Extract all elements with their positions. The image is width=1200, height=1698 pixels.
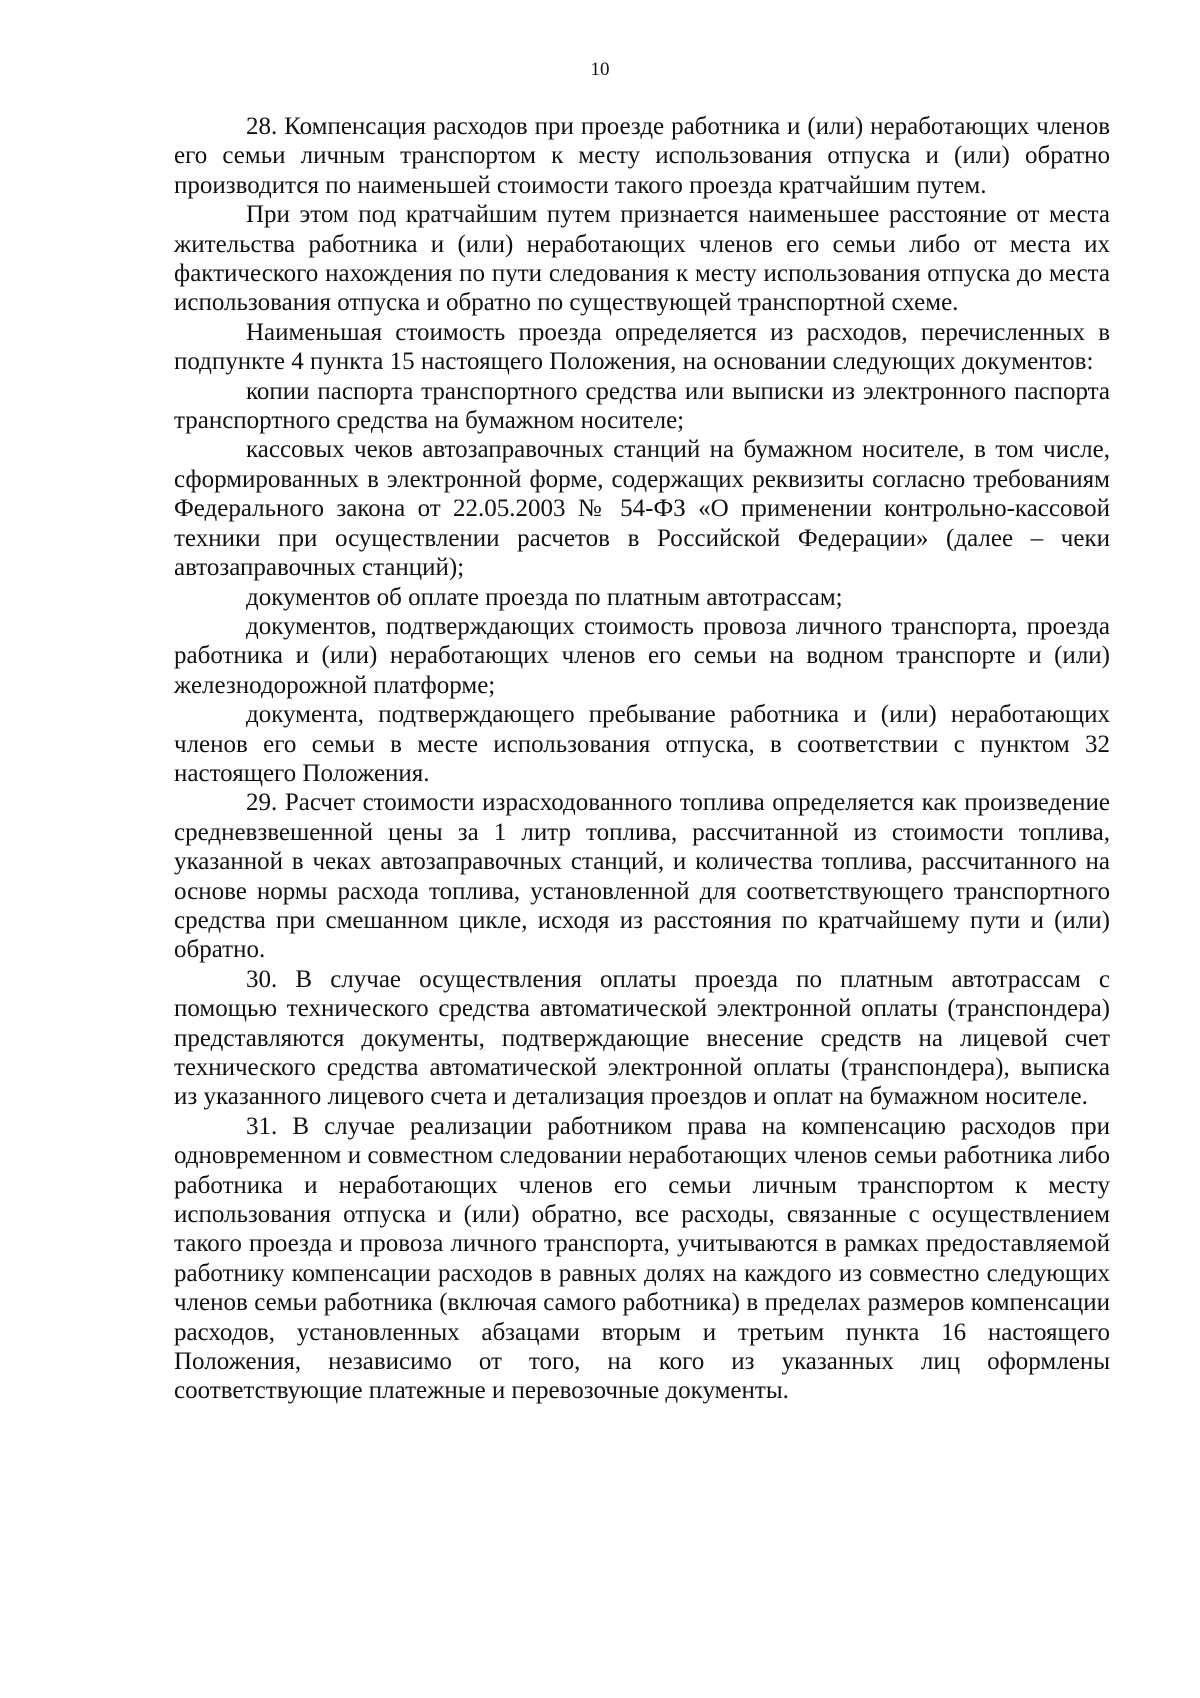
list-item-transport-cost-docs: документов, подтверждающих стоимость провоза личного транспорта, проезда работника и (или) неработающих членов его семьи на водном транспорте и (или) железнодорожной платформе;	[174, 612, 1110, 699]
paragraph-30: 30. В случае осуществления оплаты проезда по платным автотрассам с помощью технического средства автоматической электронной оплаты (транспондера) представляются документы, подтверждающие внесение средств на лицевой счет технического средства автоматической электронной оплаты (транспондера), выписка из указанного лицевого счета и детализация проездов и оплат на бумажном носителе.	[174, 965, 1110, 1111]
paragraph-28: 28. Компенсация расходов при проезде работника и (или) неработающих членов его семьи личным транспортом к месту использования отпуска и (или) обратно производится по наименьшей стоимости такого проезда кратчайшим путем.	[174, 113, 1110, 199]
list-item-fuel-receipts: кассовых чеков автозаправочных станций на бумажном носителе, в том числе, сформированных в электронной форме, содержащих реквизиты согласно требованиям Федерального закона от 22.05.2003 № 54-ФЗ «О применении контрольно-кассовой техники при осуществлении расчетов в Российской Федерации» (далее – чеки автозаправочных станций);	[174, 436, 1110, 582]
list-item-vehicle-passport: копии паспорта транспортного средства или выписки из электронного паспорта транспортного средства на бумажном носителе;	[174, 377, 1110, 435]
paragraph-min-cost: Наименьшая стоимость проезда определяется из расходов, перечисленных в подпункте 4 пункта 15 настоящего Положения, на основании следующих документов:	[174, 318, 1110, 376]
paragraph-31: 31. В случае реализации работником права на компенсацию расходов при одновременном и совместном следовании неработающих членов семьи работника либо работника и неработающих членов его семьи личным транспортом к месту использования отпуска и (или) обратно, все расходы, связанные с осуществлением такого проезда и провоза личного транспорта, учитываются в рамках предоставляемой работнику компенсации расходов в равных долях на каждого из совместно следующих членов семьи работника (включая самого работника) в пределах размеров компенсации расходов, установленных абзацами вторым и третьим пункта 16 настоящего Положения, независимо от того, на кого из указанных лиц оформлены соответствующие платежные и перевозочные документы.	[174, 1112, 1110, 1405]
paragraph-shortest-path: При этом под кратчайшим путем признается наименьшее расстояние от места жительства работника и (или) неработающих членов его семьи либо от места их фактического нахождения по пути следования к месту использования отпуска до места использования отпуска и обратно по существующей транспортной схеме.	[174, 201, 1110, 317]
page-number: 10	[590, 59, 610, 80]
list-item-stay-document: документа, подтверждающего пребывание работника и (или) неработающих членов его семьи в месте использования отпуска, в соответствии с пунктом 32 настоящего Положения.	[174, 701, 1110, 787]
document-body	[174, 112, 1110, 1406]
paragraph-29: 29. Расчет стоимости израсходованного топлива определяется как произведение средневзвешенной цены за 1 литр топлива, рассчитанной из стоимости топлива, указанной в чеках автозаправочных станций, и количества топлива, рассчитанного на основе нормы расхода топлива, установленной для соответствующего транспортного средства при смешанном цикле, исходя из расстояния по кратчайшему пути и (или) обратно.	[174, 789, 1110, 964]
list-item-toll-road-docs: документов об оплате проезда по платным автотрассам;	[246, 583, 843, 611]
